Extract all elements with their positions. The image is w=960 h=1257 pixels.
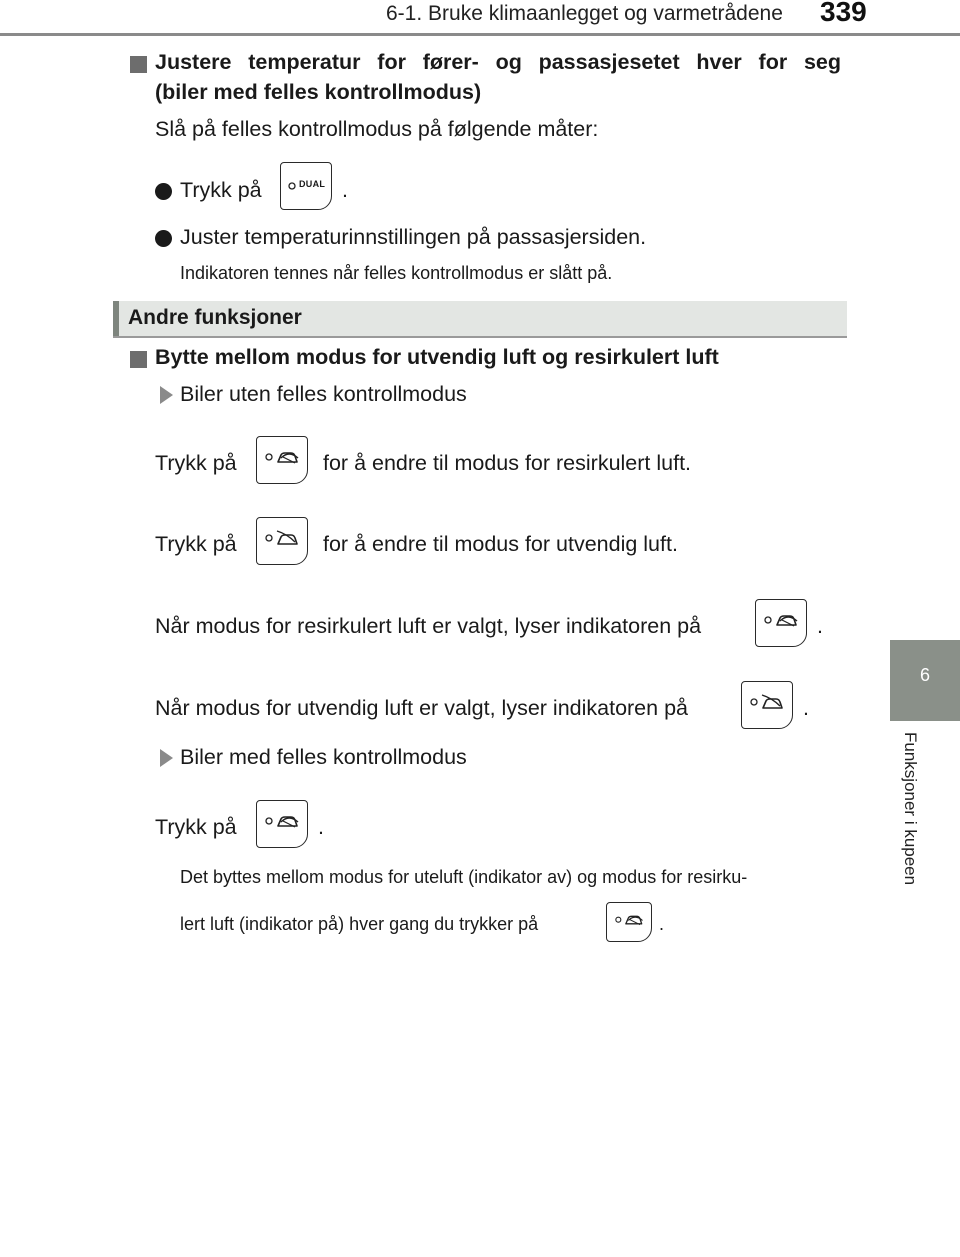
section1-note: Indikatoren tennes når felles kontrollmodus er slått på. [180,263,613,283]
section1-heading-line1: Justere temperatur for fører- og passasjesetet hver for seg [155,50,841,74]
section1-intro: Slå på felles kontrollmodus på følgende måter: [155,117,599,141]
line3-suffix: . [817,614,823,638]
section1-heading-line2: (biler med felles kontrollmodus) [155,80,482,104]
page-number: 339 [820,0,867,27]
section2-note-line2: lert luft (indikator på) hver gang du trykker på [180,914,539,934]
outside-air-button-icon [256,517,308,565]
sub2-heading: Biler med felles kontrollmodus [180,745,467,769]
section2-heading: Bytte mellom modus for utvendig luft og resirkulert luft [155,345,719,369]
line2-prefix: Trykk på [155,532,237,556]
bullet2-text: Juster temperaturinnstillingen på passasjersiden. [180,225,647,249]
bullet1-text: Trykk på [180,178,262,202]
heading-square-bullet [130,56,147,73]
recirculated-air-button-icon [755,599,807,647]
section2-note-suffix: . [659,914,665,934]
heading-square-bullet [130,351,147,368]
recirculated-air-button-icon [606,902,652,942]
round-bullet [155,230,172,247]
line5-prefix: Trykk på [155,815,237,839]
section2-note-line1: Det byttes mellom modus for uteluft (indikator av) og modus for resirku- [180,867,748,887]
section-bar-accent [113,301,119,336]
line2-suffix: for å endre til modus for utvendig luft. [323,532,678,556]
bullet1-suffix: . [342,178,348,202]
chapter-label: Funksjoner i kupeen [901,732,920,886]
recirculated-air-button-icon [256,800,308,848]
dual-button-label: DUAL [299,179,326,189]
recirculated-air-button-icon [256,436,308,484]
line1-suffix: for å endre til modus for resirkulert luft. [323,451,692,475]
header-rule [0,33,960,36]
section-bar-title: Andre funksjoner [128,306,302,329]
line5-suffix: . [318,815,324,839]
line4-prefix: Når modus for utvendig luft er valgt, lyser indikatoren på [155,696,688,720]
round-bullet [155,183,172,200]
line3-prefix: Når modus for resirkulert luft er valgt, lyser indikatoren på [155,614,702,638]
triangle-bullet [160,386,173,404]
chapter-label-vertical [892,732,922,912]
outside-air-button-icon [741,681,793,729]
sub1-heading: Biler uten felles kontrollmodus [180,382,467,406]
dual-button-icon [280,162,332,210]
running-header: 6-1. Bruke klimaanlegget og varmetrådene [386,2,783,25]
line4-suffix: . [803,696,809,720]
line1-prefix: Trykk på [155,451,237,475]
triangle-bullet [160,749,173,767]
chapter-number: 6 [919,665,930,685]
